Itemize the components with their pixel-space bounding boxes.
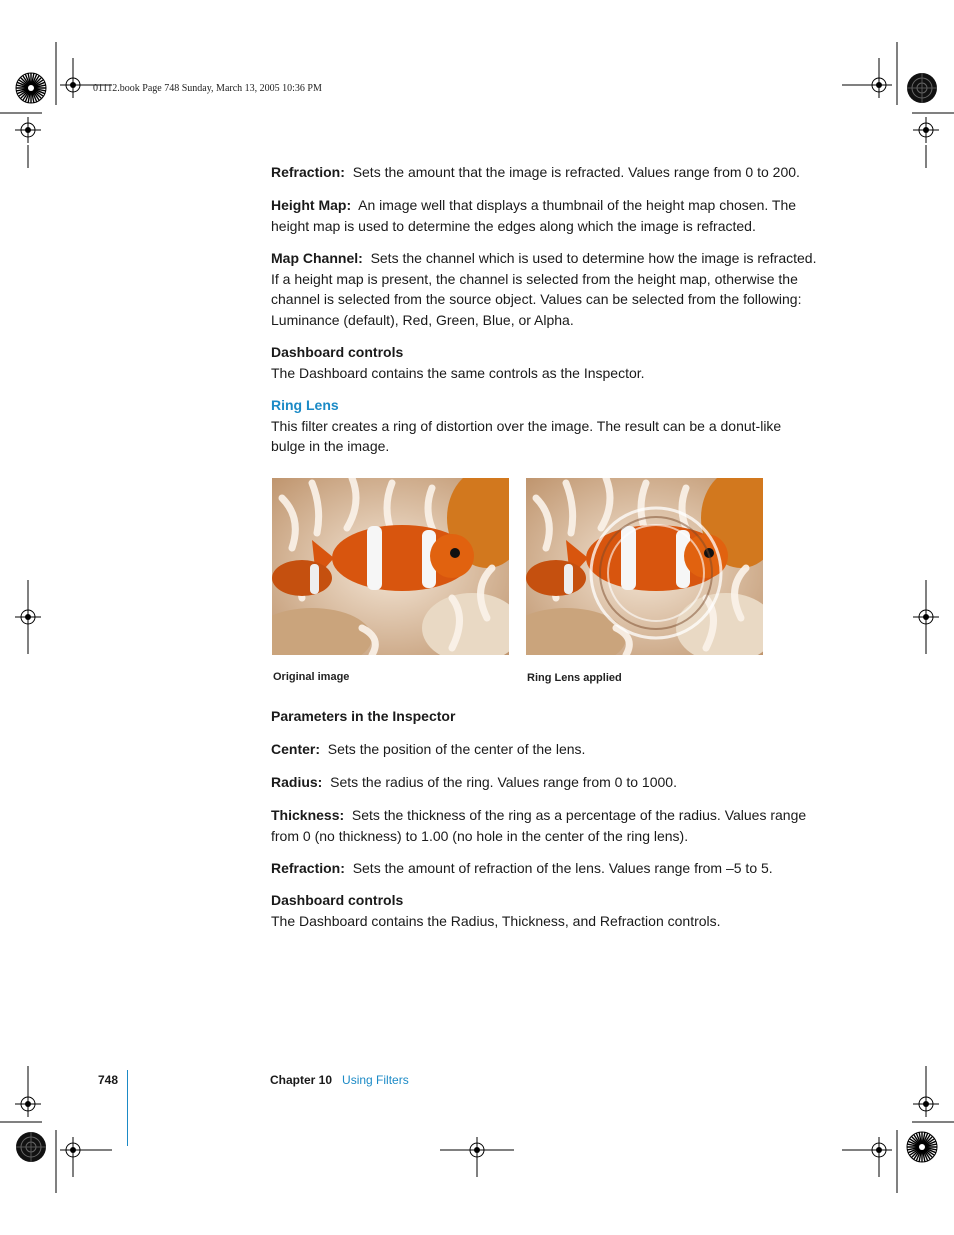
original-image-caption: Original image xyxy=(273,671,350,683)
refraction-param xyxy=(271,162,819,183)
ring-lens-applied-image xyxy=(526,478,763,655)
print-info-header: 01112.book Page 748 Sunday, March 13, 2005 10:36 PM xyxy=(93,83,322,94)
chapter-label: Chapter 10 xyxy=(270,1073,333,1087)
dashboard-heading: Dashboard controls xyxy=(271,344,404,360)
param-term: Thickness: xyxy=(271,807,345,823)
param-text: Sets the radius of the ring. Values range from 0 to 1000. xyxy=(330,774,677,790)
footer-chapter xyxy=(270,1073,409,1087)
param-text: Sets the thickness of the ring as a percentage of the radius. Values range from 0 (no thickness) to 1.00 (no hole in the center of the ring lens). xyxy=(271,807,807,844)
param-term: Map Channel: xyxy=(271,250,363,266)
dashboard-heading: Dashboard controls xyxy=(271,892,404,908)
param-term: Refraction: xyxy=(271,860,345,876)
radius-param xyxy=(271,772,819,793)
param-term: Refraction: xyxy=(271,164,345,180)
param-term: Center: xyxy=(271,741,321,757)
chapter-title-link[interactable]: Using Filters xyxy=(342,1073,409,1087)
section-title: Ring Lens xyxy=(271,397,339,413)
refraction-lens-param xyxy=(271,858,819,879)
thickness-param xyxy=(271,805,819,846)
ring-lens-applied-caption: Ring Lens applied xyxy=(527,672,622,684)
param-text: Sets the amount that the image is refracted. Values range from 0 to 200. xyxy=(352,164,800,180)
center-param xyxy=(271,739,819,760)
param-text: Sets the channel which is used to determine how the image is refracted. If a height map is present, the channel is selected from the height map, otherwise the channel is selected from the source object. Values can be selected from the following: Luminance (default), Red, Green, Blue, or Alpha. xyxy=(271,250,817,328)
page-number: 748 xyxy=(98,1073,119,1087)
dashboard-controls-1 xyxy=(271,342,819,383)
ring-lens-section xyxy=(271,395,819,457)
dashboard-text: The Dashboard contains the Radius, Thickness, and Refraction controls. xyxy=(271,912,721,929)
param-term: Radius: xyxy=(271,774,323,790)
section-intro: This filter creates a ring of distortion over the image. The result can be a donut-like bulge in the image. xyxy=(271,417,782,454)
param-text: Sets the position of the center of the lens. xyxy=(327,741,586,757)
map-channel-param xyxy=(271,248,819,330)
param-term: Height Map: xyxy=(271,197,352,213)
dashboard-controls-2 xyxy=(271,890,819,931)
original-image xyxy=(272,478,509,655)
height-map-param xyxy=(271,195,819,236)
footer-divider xyxy=(127,1070,128,1146)
param-text: Sets the amount of refraction of the lens. Values range from –5 to 5. xyxy=(352,860,773,876)
param-text: An image well that displays a thumbnail of the height map chosen. The height map is used to determine the edges along which the image is refracted. xyxy=(271,197,797,234)
inspector-heading: Parameters in the Inspector xyxy=(271,708,456,724)
inspector-heading-block xyxy=(271,706,819,727)
dashboard-text: The Dashboard contains the same controls as the Inspector. xyxy=(271,364,645,381)
